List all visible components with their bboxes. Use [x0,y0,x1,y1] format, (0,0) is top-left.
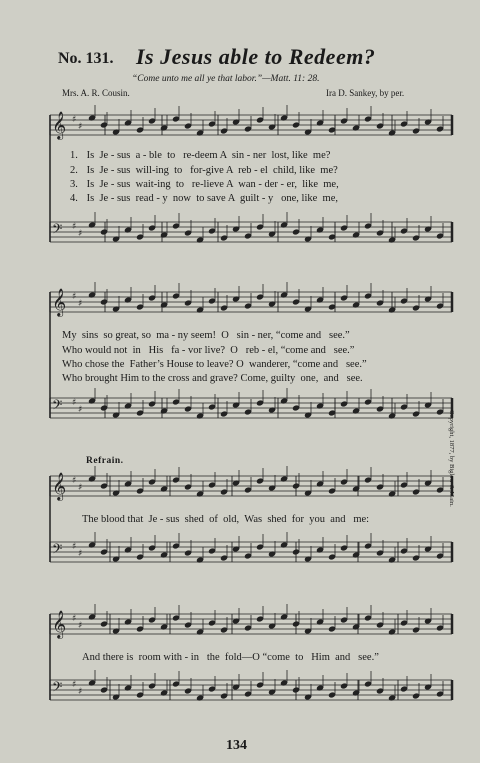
sharp-sign: ♯ [78,122,83,132]
copyright-notice: Copyright, 1877, by Biglow & Main. [448,410,455,507]
verse-line-3 [70,179,339,190]
verse-number: 4. [70,193,78,204]
composer-credit: Ira D. Sankey, by per. [326,88,405,98]
verse-line-2 [70,165,338,176]
treble-clef: 𝄞 [52,288,67,316]
bass-clef: 𝄢 [52,679,63,698]
verse-line-2: Who would not in His fa - vor live? O reb - el, “come and see.” [62,345,355,356]
refrain-label: Refrain. [86,456,124,466]
sharp-sign: ♯ [78,483,83,493]
verse-line-4 [70,193,338,204]
sharp-sign: ♯ [72,476,77,486]
bass-clef: 𝄢 [52,221,63,240]
treble-clef: 𝄞 [52,472,67,500]
treble-clef: 𝄞 [52,111,67,139]
verse-number: 2. [70,165,78,176]
sharp-sign: ♯ [78,621,83,631]
sharp-sign: ♯ [72,398,77,408]
sharp-sign: ♯ [78,405,83,415]
sharp-sign: ♯ [72,115,77,125]
sharp-sign: ♯ [72,542,77,552]
sharp-sign: ♯ [78,549,83,559]
scripture-epigraph: “Come unto me all ye that labor.”—Matt. 11: 28. [132,74,320,84]
lyricist-credit: Mrs. A. R. Cousin. [62,88,130,98]
verse-line-1 [70,150,330,161]
bass-clef: 𝄢 [52,541,63,560]
verse-line-1: My sins so great, so ma - ny seem! O sin - ner, “come and see.” [62,330,350,341]
sharp-sign: ♯ [78,687,83,697]
page-number: 134 [226,738,247,753]
sharp-sign: ♯ [72,614,77,624]
verse-text: Is Je - sus wait-ing to re-lieve A wan - der - er, like me, [86,179,339,190]
hymn-number: No. 131. [58,50,114,67]
treble-clef: 𝄞 [52,610,67,638]
hymn-title: Is Jesus able to Redeem? [136,44,376,69]
sharp-sign: ♯ [72,222,77,232]
sharp-sign: ♯ [72,680,77,690]
verse-line-4: Who brought Him to the cross and grave? Come, guilty one, and see. [62,373,363,384]
refrain-line-2: And there is room with - in the fold—O “come to Him and see.” [82,652,379,663]
sharp-sign: ♯ [78,229,83,239]
refrain-line-1: The blood that Je - sus shed of old, Was shed for you and me: [82,514,370,525]
verse-text: Is Je - sus a - ble to re-deem A sin - ner lost, like me? [86,150,331,161]
verse-number: 1. [70,150,78,161]
verse-text: Is Je - sus will-ing to for-give A reb - el child, like me? [86,165,338,176]
verse-text: Is Je - sus read - y now to save A guilt - y one, like me, [86,193,338,204]
bass-clef: 𝄢 [52,397,63,416]
verse-line-3: Who chose the Father’s House to leave? O wanderer, “come and see.” [62,359,367,370]
sharp-sign: ♯ [72,292,77,302]
verse-number: 3. [70,179,78,190]
sharp-sign: ♯ [78,299,83,309]
